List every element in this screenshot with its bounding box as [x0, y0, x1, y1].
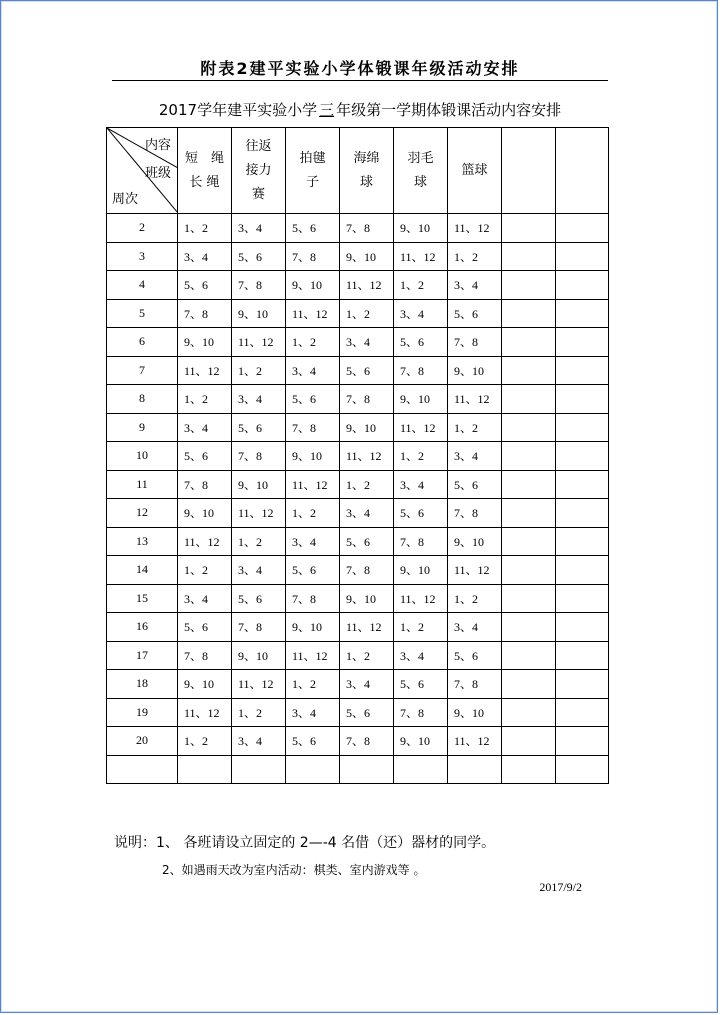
column-header-line: 球 — [359, 174, 373, 190]
class-assignment-cell — [502, 556, 556, 585]
class-assignment-cell — [502, 755, 556, 784]
class-assignment-cell: 1、2 — [178, 385, 232, 414]
table-row — [107, 356, 609, 385]
class-assignment-cell: 1、2 — [394, 271, 448, 300]
class-assignment-cell: 9、10 — [232, 470, 286, 499]
class-assignment-cell: 7、8 — [286, 242, 340, 271]
class-assignment-cell — [502, 727, 556, 756]
class-assignment-cell: 1、2 — [232, 698, 286, 727]
class-assignment-cell: 7、8 — [178, 470, 232, 499]
week-cell: 9 — [107, 413, 178, 442]
class-assignment-cell — [502, 499, 556, 528]
column-header-1 — [232, 128, 286, 214]
class-assignment-cell: 1、2 — [286, 328, 340, 357]
class-assignment-cell — [502, 242, 556, 271]
column-header-3 — [340, 128, 394, 214]
class-assignment-cell: 9、10 — [232, 299, 286, 328]
class-assignment-cell: 3、4 — [178, 242, 232, 271]
class-assignment-cell: 5、6 — [232, 242, 286, 271]
week-cell: 19 — [107, 698, 178, 727]
class-assignment-cell: 1、2 — [340, 299, 394, 328]
class-assignment-cell: 9、10 — [394, 556, 448, 585]
class-assignment-cell: 7、8 — [232, 442, 286, 471]
class-assignment-cell: 5、6 — [178, 271, 232, 300]
class-assignment-cell — [556, 698, 609, 727]
class-assignment-cell — [502, 299, 556, 328]
class-assignment-cell: 11、12 — [448, 385, 502, 414]
class-assignment-cell — [502, 470, 556, 499]
document-title — [0, 99, 720, 120]
column-header-2 — [286, 128, 340, 214]
week-cell: 6 — [107, 328, 178, 357]
class-assignment-cell: 3、4 — [286, 698, 340, 727]
class-assignment-cell: 5、6 — [340, 698, 394, 727]
class-assignment-cell: 1、2 — [232, 356, 286, 385]
class-assignment-cell — [556, 328, 609, 357]
column-header-line: 接力 — [245, 162, 272, 178]
class-assignment-cell: 3、4 — [394, 470, 448, 499]
class-assignment-cell — [556, 271, 609, 300]
class-assignment-cell: 3、4 — [232, 556, 286, 585]
table-row — [107, 328, 609, 357]
class-assignment-cell: 9、10 — [286, 613, 340, 642]
week-cell — [107, 755, 178, 784]
class-assignment-cell — [502, 356, 556, 385]
week-cell: 2 — [107, 214, 178, 243]
table-row — [107, 613, 609, 642]
table-row — [107, 641, 609, 670]
class-assignment-cell — [556, 470, 609, 499]
class-assignment-cell — [502, 584, 556, 613]
class-assignment-cell — [556, 214, 609, 243]
table-row — [107, 527, 609, 556]
document-date: 2017/9/2 — [539, 880, 582, 894]
table-row — [107, 755, 609, 784]
class-assignment-cell: 1、2 — [178, 556, 232, 585]
class-assignment-cell: 9、10 — [232, 641, 286, 670]
class-assignment-cell: 7、8 — [340, 385, 394, 414]
class-assignment-cell — [502, 698, 556, 727]
table-row — [107, 413, 609, 442]
class-assignment-cell — [556, 727, 609, 756]
class-assignment-cell — [502, 385, 556, 414]
class-assignment-cell: 5、6 — [286, 727, 340, 756]
class-assignment-cell: 9、10 — [340, 584, 394, 613]
table-row — [107, 698, 609, 727]
class-assignment-cell — [556, 356, 609, 385]
class-assignment-cell: 11、12 — [448, 727, 502, 756]
class-assignment-cell: 11、12 — [232, 670, 286, 699]
class-assignment-cell: 7、8 — [178, 641, 232, 670]
column-header-line: 篮球 — [461, 162, 488, 178]
column-header-line: 拍毽 — [299, 150, 326, 166]
class-assignment-cell — [556, 670, 609, 699]
title-grade: 三 — [319, 101, 335, 119]
table-row — [107, 670, 609, 699]
class-assignment-cell: 7、8 — [286, 584, 340, 613]
class-assignment-cell: 7、8 — [232, 271, 286, 300]
class-assignment-cell: 3、4 — [340, 328, 394, 357]
class-assignment-cell — [556, 527, 609, 556]
class-assignment-cell: 5、6 — [286, 556, 340, 585]
corner-label-week: 周次 — [112, 192, 139, 207]
title-prefix: 2017学年建平实验小学 — [158, 101, 318, 119]
class-assignment-cell: 5、6 — [394, 499, 448, 528]
class-assignment-cell: 11、12 — [286, 641, 340, 670]
class-assignment-cell: 1、2 — [394, 613, 448, 642]
class-assignment-cell: 7、8 — [394, 698, 448, 727]
class-assignment-cell: 11、12 — [178, 356, 232, 385]
class-assignment-cell — [448, 755, 502, 784]
class-assignment-cell: 11、12 — [286, 299, 340, 328]
class-assignment-cell: 7、8 — [340, 214, 394, 243]
class-assignment-cell: 11、12 — [286, 470, 340, 499]
week-cell: 5 — [107, 299, 178, 328]
class-assignment-cell — [556, 556, 609, 585]
class-assignment-cell: 9、10 — [286, 442, 340, 471]
table-row — [107, 442, 609, 471]
class-assignment-cell: 9、10 — [340, 413, 394, 442]
class-assignment-cell: 5、6 — [448, 299, 502, 328]
week-cell: 8 — [107, 385, 178, 414]
class-assignment-cell: 11、12 — [394, 413, 448, 442]
class-assignment-cell: 9、10 — [340, 242, 394, 271]
class-assignment-cell: 7、8 — [448, 670, 502, 699]
class-assignment-cell: 7、8 — [394, 527, 448, 556]
class-assignment-cell: 5、6 — [286, 385, 340, 414]
class-assignment-cell — [178, 755, 232, 784]
week-cell: 11 — [107, 470, 178, 499]
class-assignment-cell — [232, 755, 286, 784]
class-assignment-cell — [394, 755, 448, 784]
column-header-line: 海绵 — [353, 150, 380, 166]
class-assignment-cell — [502, 413, 556, 442]
note-line-2: 2、如遇雨天改为室内活动：棋类、室内游戏等 。 — [162, 863, 426, 877]
class-assignment-cell: 3、4 — [232, 727, 286, 756]
table-row — [107, 727, 609, 756]
column-header-line: 球 — [413, 174, 427, 190]
column-header-7 — [556, 128, 609, 214]
class-assignment-cell: 1、2 — [394, 442, 448, 471]
class-assignment-cell: 1、2 — [448, 584, 502, 613]
week-cell: 7 — [107, 356, 178, 385]
class-assignment-cell — [556, 755, 609, 784]
class-assignment-cell: 5、6 — [178, 613, 232, 642]
class-assignment-cell: 3、4 — [448, 442, 502, 471]
class-assignment-cell: 7、8 — [394, 356, 448, 385]
class-assignment-cell: 7、8 — [286, 413, 340, 442]
class-assignment-cell: 11、12 — [394, 584, 448, 613]
class-assignment-cell: 11、12 — [394, 242, 448, 271]
class-assignment-cell: 3、4 — [286, 527, 340, 556]
column-header-4 — [394, 128, 448, 214]
column-header-line: 短 绳 — [184, 150, 224, 166]
class-assignment-cell: 3、4 — [232, 385, 286, 414]
class-assignment-cell — [502, 527, 556, 556]
class-assignment-cell: 7、8 — [448, 499, 502, 528]
corner-label-content: 内容 — [144, 138, 171, 153]
table-row — [107, 242, 609, 271]
class-assignment-cell: 1、2 — [178, 214, 232, 243]
class-assignment-cell: 3、4 — [178, 584, 232, 613]
week-cell: 20 — [107, 727, 178, 756]
note-line-1: 说明：1、 各班请设立固定的 2—-4 名借（还）器材的同学。 — [114, 835, 496, 851]
table-row — [107, 271, 609, 300]
table-header-row — [107, 128, 609, 214]
class-assignment-cell: 5、6 — [178, 442, 232, 471]
week-cell: 4 — [107, 271, 178, 300]
class-assignment-cell — [556, 641, 609, 670]
table-row — [107, 584, 609, 613]
class-assignment-cell — [502, 641, 556, 670]
class-assignment-cell: 3、4 — [286, 356, 340, 385]
class-assignment-cell — [502, 670, 556, 699]
class-assignment-cell: 11、12 — [178, 527, 232, 556]
class-assignment-cell: 9、10 — [448, 698, 502, 727]
class-assignment-cell: 9、10 — [394, 727, 448, 756]
column-header-0 — [178, 128, 232, 214]
week-cell: 18 — [107, 670, 178, 699]
class-assignment-cell — [556, 613, 609, 642]
class-assignment-cell: 9、10 — [394, 214, 448, 243]
class-assignment-cell: 11、12 — [232, 499, 286, 528]
class-assignment-cell: 5、6 — [448, 470, 502, 499]
title-suffix: 年级第一学期体锻课活动内容安排 — [336, 101, 562, 119]
corner-label-class: 班级 — [144, 166, 171, 181]
class-assignment-cell: 5、6 — [448, 641, 502, 670]
class-assignment-cell: 9、10 — [178, 670, 232, 699]
week-cell: 15 — [107, 584, 178, 613]
class-assignment-cell: 3、4 — [232, 214, 286, 243]
class-assignment-cell: 9、10 — [448, 356, 502, 385]
header-title: 附表2建平实验小学体锻课年级活动安排 — [200, 59, 520, 78]
class-assignment-cell: 7、8 — [178, 299, 232, 328]
class-assignment-cell — [556, 242, 609, 271]
class-assignment-cell: 3、4 — [394, 641, 448, 670]
class-assignment-cell: 9、10 — [178, 499, 232, 528]
class-assignment-cell: 9、10 — [448, 527, 502, 556]
class-assignment-cell: 5、6 — [232, 584, 286, 613]
class-assignment-cell: 11、12 — [340, 442, 394, 471]
class-assignment-cell: 1、2 — [340, 641, 394, 670]
column-header-line: 往返 — [245, 138, 272, 154]
class-assignment-cell: 5、6 — [340, 356, 394, 385]
class-assignment-cell: 3、4 — [340, 499, 394, 528]
class-assignment-cell: 9、10 — [286, 271, 340, 300]
week-cell: 12 — [107, 499, 178, 528]
table-row — [107, 499, 609, 528]
column-header-line: 长 绳 — [189, 174, 220, 190]
column-header-line: 子 — [305, 174, 319, 190]
class-assignment-cell: 3、4 — [448, 271, 502, 300]
column-header-5 — [448, 128, 502, 214]
class-assignment-cell: 5、6 — [394, 670, 448, 699]
class-assignment-cell — [502, 328, 556, 357]
class-assignment-cell: 11、12 — [448, 556, 502, 585]
class-assignment-cell — [502, 271, 556, 300]
class-assignment-cell: 5、6 — [286, 214, 340, 243]
class-assignment-cell: 1、2 — [340, 470, 394, 499]
class-assignment-cell: 3、4 — [448, 613, 502, 642]
class-assignment-cell — [556, 385, 609, 414]
class-assignment-cell: 5、6 — [394, 328, 448, 357]
class-assignment-cell — [502, 613, 556, 642]
class-assignment-cell: 1、2 — [448, 242, 502, 271]
class-assignment-cell: 11、12 — [232, 328, 286, 357]
class-assignment-cell: 1、2 — [448, 413, 502, 442]
week-cell: 17 — [107, 641, 178, 670]
class-assignment-cell: 3、4 — [394, 299, 448, 328]
class-assignment-cell — [556, 442, 609, 471]
class-assignment-cell — [556, 499, 609, 528]
corner-header-cell — [107, 128, 178, 214]
column-header-line: 赛 — [251, 186, 265, 202]
class-assignment-cell: 5、6 — [340, 527, 394, 556]
class-assignment-cell: 3、4 — [178, 413, 232, 442]
class-assignment-cell: 5、6 — [232, 413, 286, 442]
class-assignment-cell — [556, 413, 609, 442]
week-cell: 13 — [107, 527, 178, 556]
class-assignment-cell — [286, 755, 340, 784]
class-assignment-cell: 3、4 — [340, 670, 394, 699]
class-assignment-cell: 11、12 — [340, 271, 394, 300]
class-assignment-cell — [502, 442, 556, 471]
class-assignment-cell: 7、8 — [232, 613, 286, 642]
week-cell: 10 — [107, 442, 178, 471]
week-cell: 14 — [107, 556, 178, 585]
class-assignment-cell: 1、2 — [178, 727, 232, 756]
class-assignment-cell — [340, 755, 394, 784]
class-assignment-cell: 7、8 — [340, 556, 394, 585]
class-assignment-cell: 1、2 — [286, 499, 340, 528]
table-row — [107, 556, 609, 585]
week-cell: 16 — [107, 613, 178, 642]
column-header-6 — [502, 128, 556, 214]
class-assignment-cell — [502, 214, 556, 243]
column-header-line: 羽毛 — [407, 150, 434, 166]
table-row — [107, 299, 609, 328]
class-assignment-cell: 1、2 — [286, 670, 340, 699]
class-assignment-cell: 7、8 — [340, 727, 394, 756]
header-rule — [112, 80, 608, 81]
table-row — [107, 470, 609, 499]
class-assignment-cell: 7、8 — [448, 328, 502, 357]
table-row — [107, 385, 609, 414]
week-cell: 3 — [107, 242, 178, 271]
class-assignment-cell: 9、10 — [178, 328, 232, 357]
class-assignment-cell — [556, 584, 609, 613]
class-assignment-cell: 11、12 — [448, 214, 502, 243]
class-assignment-cell: 9、10 — [394, 385, 448, 414]
schedule-table — [106, 127, 609, 784]
table-row — [107, 214, 609, 243]
class-assignment-cell — [556, 299, 609, 328]
class-assignment-cell: 11、12 — [178, 698, 232, 727]
class-assignment-cell: 1、2 — [232, 527, 286, 556]
class-assignment-cell: 11、12 — [340, 613, 394, 642]
